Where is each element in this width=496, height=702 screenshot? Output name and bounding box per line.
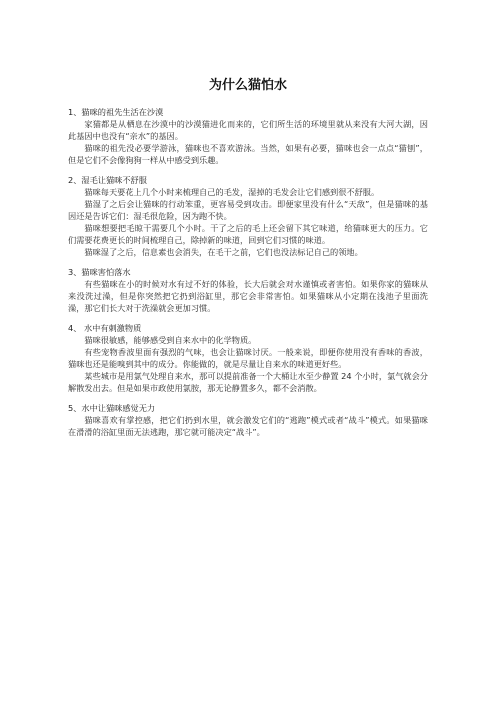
section-2: [68, 174, 428, 258]
section-heading: 2、湿毛让猫咪不舒服: [68, 175, 147, 185]
paragraph: 猫咪喜欢有掌控感，把它们扔到水里，就会激发它们的“逃跑”模式或者“战斗”模式。如果猫咪在滑滑的浴缸里面无法逃跑，那它就可能决定“战斗”。: [68, 415, 428, 437]
document-title: 为什么猫怕水: [208, 78, 287, 93]
paragraph: 猫咪的祖先没必要学游泳，猫咪也不喜欢游泳。当然，如果有必要，猫咪也会一点点“猫刨”，但是它们不会像狗狗一样从中感受到乐趣。: [68, 143, 428, 165]
paragraph: 猫咪湿了之后，信息素也会消失，在毛干之前，它们也没法标记自己的领地。: [84, 247, 363, 257]
section-heading: 5、水中让猫咪感觉无力: [68, 403, 156, 413]
paragraph: 猫湿了之后会让猫咪的行动笨重，更容易受到攻击。即便家里没有什么“天敌”，但是猫咪的基因还是告诉它们：湿毛很危险，因为跑不快。: [68, 199, 428, 221]
section-heading: 4、 水中有刺激物质: [68, 323, 142, 333]
section-4: [68, 322, 428, 394]
section-3: [68, 266, 428, 314]
section-heading: 3、猫咪害怕落水: [68, 267, 131, 277]
paragraph: 某些城市是用氯气处理自来水，那可以提前准备一个大桶让水至少静置 24 个小时，氯气就会分解散发出去。但是如果市政使用氯胺，那无论静置多久，都不会消散。: [68, 371, 428, 393]
paragraph: 猫咪很敏感，能够感受到自来水中的化学物质。: [84, 335, 257, 345]
section-1: [68, 106, 428, 166]
section-5: [68, 402, 428, 438]
paragraph: 家猫都是从栖息在沙漠中的沙漠猫进化而来的，它们所生活的环境里就从来没有大河大湖，因此基因中也没有“亲水”的基因。: [68, 119, 428, 141]
paragraph: 有些宠物香波里面有强烈的气味，也会让猫咪讨厌。一般来说，即便你使用没有香味的香波，猫咪也还是能嗅到其中的成分。你能做的，就是尽量让自来水的味道更好些。: [68, 347, 428, 369]
paragraph: 猫咪想要把毛晾干需要几个小时。干了之后的毛上还会留下其它味道，给猫咪更大的压力。它们需要花费更长的时间梳理自己，除掉新的味道，回到它们习惯的味道。: [68, 223, 428, 245]
paragraph: 有些猫咪在小的时候对水有过不好的体验，长大后就会对水谨慎或者害怕。如果你家的猫咪从来没洗过澡，但是你突然把它扔到浴缸里，那它会非常害怕。如果猫咪从小定期在浅池子里面洗澡，那它们长大对于洗澡就会更加习惯。: [68, 279, 428, 313]
paragraph: 猫咪每天要花上几个小时来梳理自己的毛发，湿掉的毛发会让它们感到很不舒服。: [84, 187, 380, 197]
section-heading: 1、猫咪的祖先生活在沙漠: [68, 107, 164, 117]
